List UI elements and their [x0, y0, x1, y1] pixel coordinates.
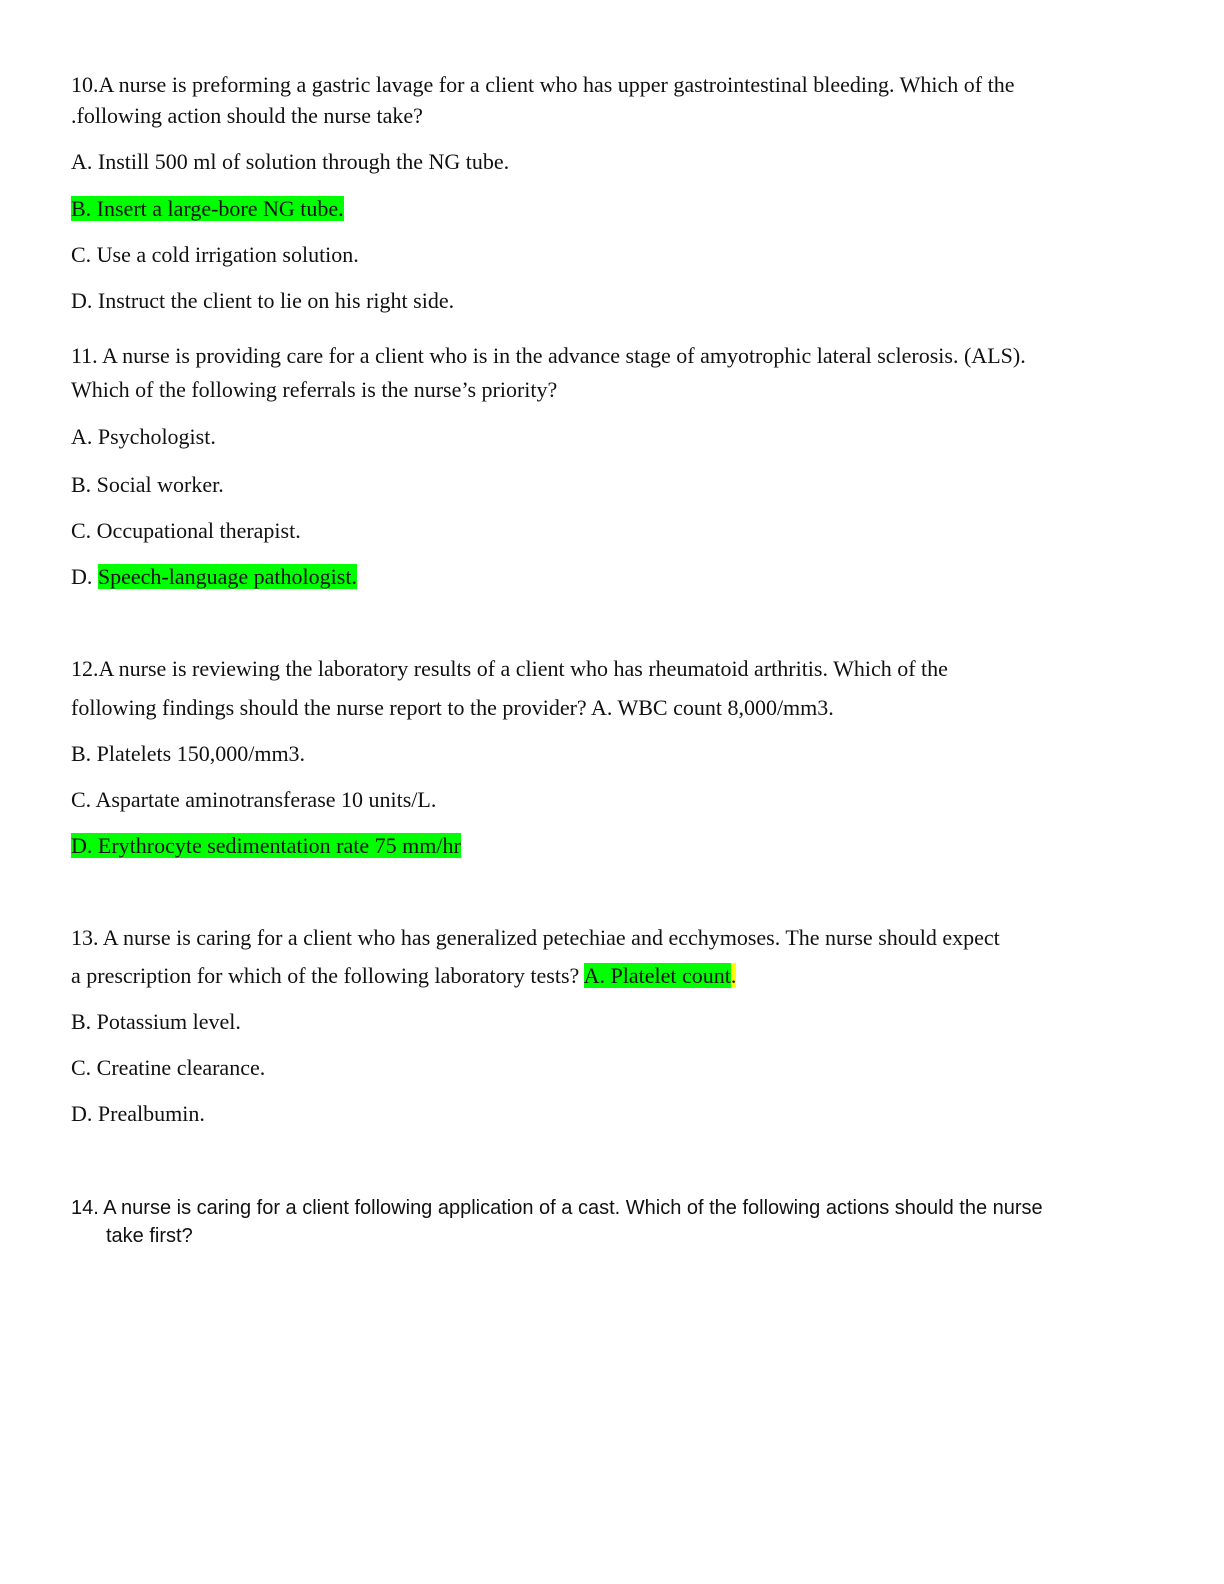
q13-option-d: D. Prealbumin.	[71, 1101, 205, 1126]
partial-highlight: .	[730, 963, 737, 988]
q11-stem-line2: Which of the following referrals is the nurse’s priority?	[71, 377, 558, 402]
answer-highlight: A. Platelet count	[583, 963, 731, 988]
q11-option-a: A. Psychologist.	[71, 424, 216, 449]
q11-stem-line1: 11. A nurse is providing care for a client who is in the advance stage of amyotrophic lateral sclerosis. (ALS).	[71, 343, 1026, 368]
q14-stem-line2: take first?	[106, 1225, 193, 1247]
q11-option-c: C. Occupational therapist.	[71, 518, 301, 543]
q13-stem-text: a prescription for which of the following laboratory tests?	[71, 963, 584, 988]
q10-stem-line2: .following action should the nurse take?	[71, 103, 423, 128]
q13-option-b: B. Potassium level.	[71, 1009, 241, 1034]
q12-option-c: C. Aspartate aminotransferase 10 units/L.	[71, 787, 437, 812]
q10-option-d: D. Instruct the client to lie on his right side.	[71, 288, 455, 313]
answer-highlight: B. Insert a large-bore NG tube.	[71, 196, 344, 221]
q11-option-b: B. Social worker.	[71, 472, 224, 497]
q10-option-b-answer	[71, 196, 344, 222]
q10-option-a: A. Instill 500 ml of solution through the NG tube.	[71, 149, 510, 174]
q12-option-b: B. Platelets 150,000/mm3.	[71, 741, 306, 766]
q10-option-c: C. Use a cold irrigation solution.	[71, 242, 359, 267]
q10-stem-line1: 10.A nurse is preforming a gastric lavage for a client who has upper gastrointestinal bleeding. Which of the	[71, 72, 1015, 97]
answer-highlight: Speech-language pathologist.	[97, 564, 357, 589]
q13-stem-line1: 13. A nurse is caring for a client who has generalized petechiae and ecchymoses. The nurse should expect	[71, 925, 1000, 950]
option-prefix: D.	[71, 564, 98, 589]
q12-stem-line2: following findings should the nurse report to the provider? A. WBC count 8,000/mm3.	[71, 695, 834, 720]
q13-option-c: C. Creatine clearance.	[71, 1055, 266, 1080]
q11-option-d-answer	[71, 564, 357, 590]
q12-option-d-answer	[71, 833, 461, 859]
answer-highlight: D. Erythrocyte sedimentation rate 75 mm/hr	[71, 833, 461, 858]
q12-stem-line1: 12.A nurse is reviewing the laboratory results of a client who has rheumatoid arthritis. Which of the	[71, 656, 948, 681]
q13-stem-line2	[71, 963, 736, 989]
q14-stem-line1: 14. A nurse is caring for a client following application of a cast. Which of the following actions should the nurse	[71, 1197, 1043, 1219]
